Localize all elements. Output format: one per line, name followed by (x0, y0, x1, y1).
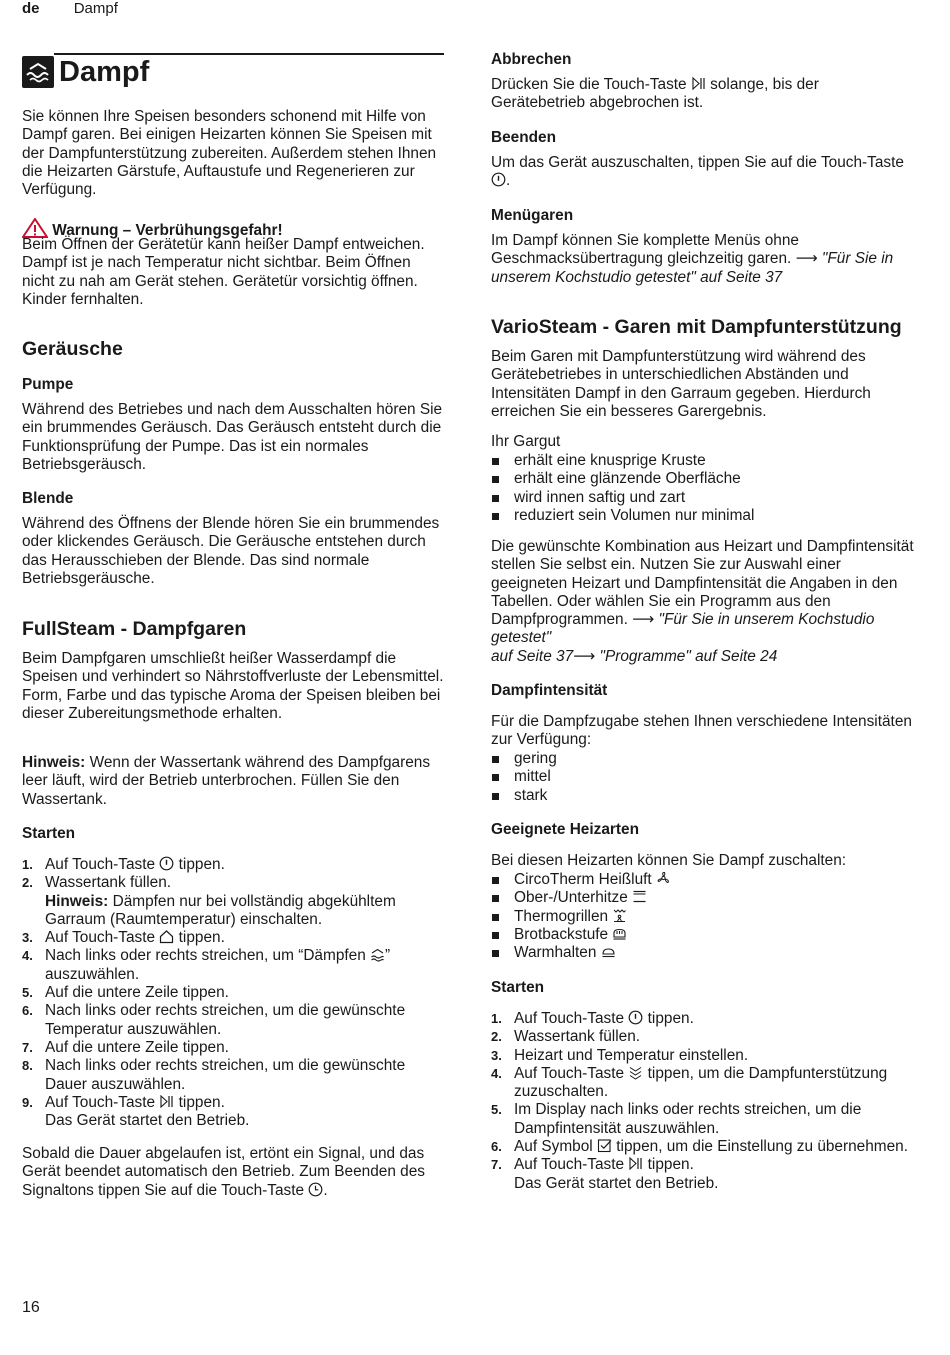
list-item: 4. Auf Touch-Taste tippen, um die Dampfunterstützung zuzuschalten. (491, 1064, 888, 1101)
gargut-list (491, 452, 916, 525)
arrow-icon: ⟶ (795, 250, 818, 268)
menuegaren-link[interactable]: "Für Sie in unserem Kochstudio getestet" auf Seite 37 (491, 250, 894, 286)
list-item: 5. Auf die untere Zeile tippen. (22, 984, 229, 1002)
blende-text: Während des Öffnens der Blende hören Sie ein brummendes oder klickendes Geräusch. Die Geräusche entstehen durch das Herausschieben der Blende. Das sind normale Betriebsgeräusche. (22, 515, 440, 587)
subsection-title-blende: Blende (22, 490, 74, 507)
power-icon (628, 1010, 643, 1025)
bread-icon (612, 926, 627, 941)
kombi-link-page[interactable]: auf Seite 37 (491, 647, 574, 665)
subsection-title-heizarten: Geeignete Heizarten (491, 821, 639, 838)
subsection-title-starten: Starten (22, 825, 76, 842)
header-section: Dampf (73, 0, 118, 17)
top-bottom-heat-icon (632, 889, 647, 904)
list-item: Thermogrillen (491, 908, 916, 926)
list-item: reduziert sein Volumen nur minimal (491, 507, 916, 525)
subsection-title-beenden: Beenden (491, 129, 556, 146)
arrow-icon: ⟶ (632, 611, 655, 629)
section-title-variosteam: VarioSteam - Garen mit Dampfunterstützung (491, 316, 902, 338)
home-icon (159, 929, 174, 944)
list-item: 2. Wassertank füllen. Hinweis: Dämpfen nur bei vollständig abgekühltem Garraum (Raumtemperatur) einschalten. (22, 874, 396, 928)
starten-steps (22, 856, 447, 1130)
kombi-link-programme[interactable]: "Programme" auf Seite 24 (595, 647, 778, 665)
menuegaren-text: Im Dampf können Sie komplette Menüs ohne Geschmacksübertragung gleichzeitig garen. ⟶ "Für Sie in unserem Kochstudio getestet" auf Seite 37 (491, 232, 894, 286)
list-item: 7. Auf die untere Zeile tippen. (22, 1038, 229, 1056)
title-row (22, 54, 447, 88)
list-item: 2. Wassertank füllen. (491, 1028, 641, 1046)
page-number: 16 (22, 1299, 40, 1316)
starten-steps-right (491, 1010, 916, 1193)
heizarten-list (491, 871, 916, 962)
intensitaet-list (491, 750, 916, 805)
list-item: 3. Auf Touch-Taste tippen. (22, 929, 225, 947)
hinweis-label: Hinweis: (22, 754, 86, 771)
list-item: 8. Nach links oder rechts streichen, um die gewünschte Dauer auszuwählen. (22, 1057, 406, 1093)
intensitaet-text: Für die Dampfzugabe stehen Ihnen verschiedene Intensitäten zur Verfügung: (491, 713, 912, 749)
list-item: 1. Auf Touch-Taste tippen. (22, 856, 225, 873)
subsection-title-dampfintensitaet: Dampfintensität (491, 682, 608, 699)
list-item: stark (491, 787, 916, 805)
power-icon (159, 856, 174, 871)
list-item: 5. Im Display nach links oder rechts streichen, um die Dampfintensität auszuwählen. (491, 1101, 862, 1137)
thermogrill-icon (612, 908, 627, 923)
list-item: 4. Nach links oder rechts streichen, um “Dämpfen ” auszuwählen. (22, 947, 391, 983)
list-item: 6. Nach links oder rechts streichen, um die gewünschte Temperatur auszuwählen. (22, 1002, 406, 1038)
section-title-fullsteam: FullSteam - Dampfgaren (22, 618, 247, 640)
arrow-icon: ⟶ (573, 647, 596, 665)
steam-icon (370, 947, 385, 962)
section-title-geraeusche: Geräusche (22, 338, 123, 360)
gargut-intro: Ihr Gargut (491, 433, 561, 450)
page-header (22, 0, 118, 18)
list-item: erhält eine knusprige Kruste (491, 452, 916, 470)
list-item: 9. Auf Touch-Taste tippen. Das Gerät startet den Betrieb. (22, 1093, 250, 1130)
list-item: erhält eine glänzende Oberfläche (491, 470, 916, 488)
hinweis-text: Wenn der Wassertank während des Dampfgarens leer läuft, wird der Betrieb unterbrochen. Füllen Sie den Wassertank. (22, 754, 431, 808)
kombi-link-kochstudio[interactable]: "Für Sie in unserem Kochstudio getestet" (491, 611, 875, 647)
start-pause-icon (159, 1094, 174, 1109)
list-item: 6. Auf Symbol tippen, um die Einstellung zu übernehmen. (491, 1138, 909, 1156)
warning-title: Warnung – Verbrühungsgefahr! (52, 222, 283, 239)
intro-text: Sie können Ihre Speisen besonders schonend mit Hilfe von Dampf garen. Bei einigen Heizarten können Sie Speisen mit der Dampfunterstützung zubereiten. Außerdem stehen Ihnen die Heizarten Gärstufe, Auftaustufe und Regenerieren zur Verfügung. (22, 108, 437, 199)
end-text: Sobald die Dauer abgelaufen ist, ertönt ein Signal, und das Gerät beendet automatisch den Betrieb. Zum Beenden des Signaltons tippen Sie auf die Touch-Taste . (22, 1145, 425, 1199)
language-code: de (22, 0, 40, 17)
warning-text: Beim Öffnen der Gerätetür kann heißer Dampf entweichen. Dampf ist je nach Temperatur nicht sichtbar. Beim Öffnen nicht zu nah am Gerät stehen. Gerätetür vorsichtig öffnen. Kinder fernhalten. (22, 236, 425, 308)
variosteam-text: Beim Garen mit Dampfunterstützung wird während des Gerätebetriebes in unterschiedlichen Abständen und Intensitäten Dampf in den Garraum gegeben. Hierdurch erreichen Sie ein besseres Garergebnis. (491, 348, 871, 420)
varisteam-icon (628, 1065, 643, 1080)
power-icon (491, 172, 506, 187)
list-item: 7. Auf Touch-Taste tippen. Das Gerät startet den Betrieb. (491, 1156, 719, 1192)
subsection-title-abbrechen: Abbrechen (491, 51, 572, 68)
start-pause-icon (691, 76, 706, 91)
list-item: 3. Heizart und Temperatur einstellen. (491, 1046, 749, 1064)
list-item: 1. Auf Touch-Taste tippen. (491, 1010, 694, 1027)
beenden-text: Um das Gerät auszuschalten, tippen Sie auf die Touch-Taste . (491, 154, 904, 190)
fullsteam-text: Beim Dampfgaren umschließt heißer Wasserdampf die Speisen und verhindert so Nährstoffverluste der Lebensmittel. Form, Farbe und das typische Aroma der Speisen bleiben bei dieser Zubereitungsmethode erhalten. (22, 650, 444, 722)
warning-triangle-icon (22, 218, 48, 238)
list-item: gering (491, 750, 916, 768)
pumpe-text: Während des Betriebes und nach dem Ausschalten hören Sie ein brummendes Geräusch. Das Geräusch entsteht durch die Funktionsprüfung der Pumpe. Das ist ein normales Betriebsgeräusch. (22, 401, 443, 473)
start-pause-icon (628, 1156, 643, 1171)
list-item: CircoTherm Heißluft (491, 871, 916, 889)
hinweis-note (22, 754, 447, 809)
checkbox-icon (597, 1138, 612, 1153)
steam-icon (22, 56, 54, 88)
page-title: Dampf (59, 56, 150, 88)
heizarten-text: Bei diesen Heizarten können Sie Dampf zuschalten: (491, 852, 847, 869)
kombi-text: Die gewünschte Kombination aus Heizart und Dampfintensität stellen Sie selbst ein. Nutzen Sie zur Auswahl einer geeigneten Heizart und Dampfintensität die Angaben in den Tabellen. Oder wählen Sie ein Programm aus den Dampfprogrammen. ⟶ "Für Sie in unserem Kochstudio getestet" auf Seite 37⟶ "Programme" auf Seite 24 (491, 538, 914, 665)
keep-warm-icon (601, 944, 616, 959)
list-item: Ober-/Unterhitze (491, 889, 916, 907)
subsection-title-starten-right: Starten (491, 979, 545, 996)
circotherm-icon (656, 871, 671, 886)
subsection-title-menuegaren: Menügaren (491, 207, 574, 224)
list-item: Brotbackstufe (491, 926, 916, 944)
abbrechen-text: Drücken Sie die Touch-Taste solange, bis der Gerätebetrieb abgebrochen ist. (491, 76, 819, 112)
subsection-title-pumpe: Pumpe (22, 376, 74, 393)
list-item: wird innen saftig und zart (491, 489, 916, 507)
list-item: Warmhalten (491, 944, 916, 962)
list-item: mittel (491, 768, 916, 786)
timer-icon (308, 1182, 323, 1197)
